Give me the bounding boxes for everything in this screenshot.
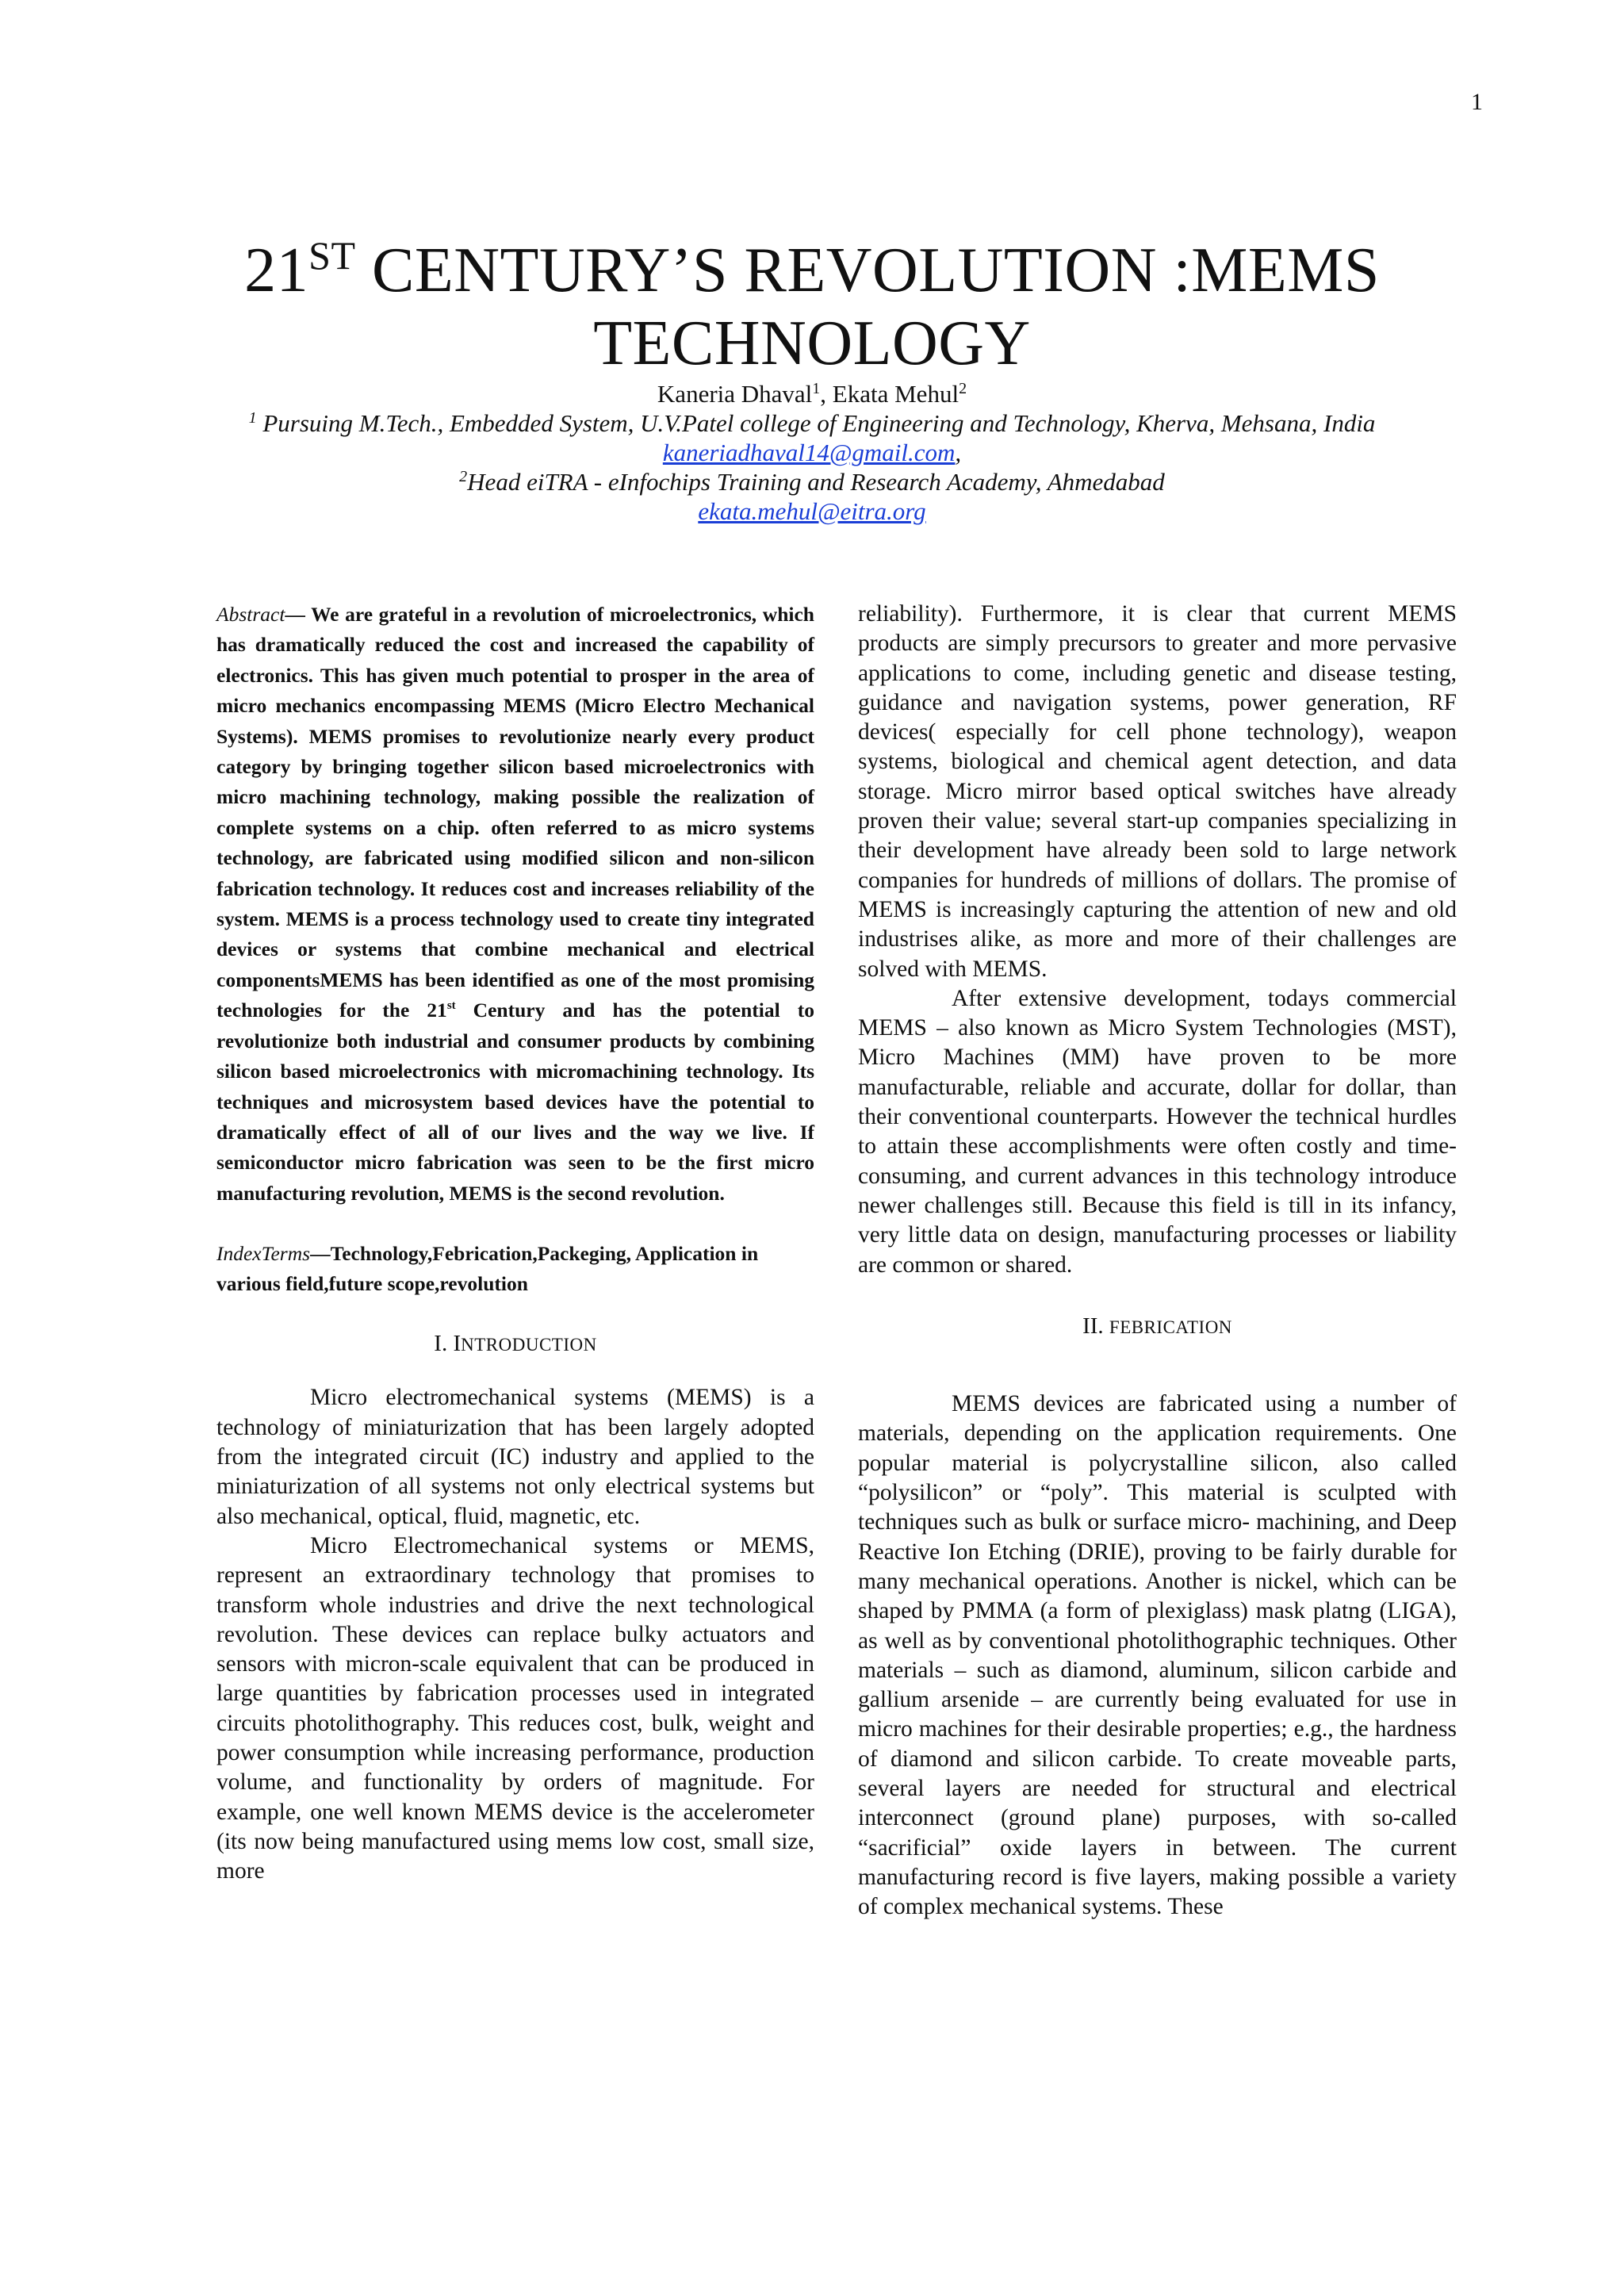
title-line2: TECHNOLOGY <box>593 309 1031 378</box>
title-block <box>0 234 1624 380</box>
author-separator: , <box>820 380 833 408</box>
affiliation-1-mark: 1 <box>248 409 257 427</box>
index-terms-dash: — <box>310 1242 331 1266</box>
title-part1: 21 <box>244 236 309 305</box>
email-line-1 <box>0 438 1624 467</box>
right-paragraph-1: reliability). Furthermore, it is clear that current MEMS products are simply precursors to greater and more pervasive applications to come, including genetic and disease testing, guidance and navigation systems, power generation, RF devices( especially for cell phone technology), weapon systems, biological and chemical agent detection, and data storage. Micro mirror based optical switches have already proven their value; several start-up companies specializing in their development have already been sold to large network companies for hundreds of millions of dollars. The promise of MEMS is increasingly capturing the attention of new and old industrises alike, as more and more of their challenges are solved with MEMS. <box>858 601 1457 982</box>
affiliation-1 <box>0 408 1624 438</box>
author-1: Kaneria Dhaval <box>657 380 813 408</box>
affiliation-1-text: Pursuing M.Tech., Embedded System, U.V.Patel college of Engineering and Technology, Kherva, Mehsana, India <box>256 409 1376 437</box>
title-superscript: ST <box>308 233 356 278</box>
left-column <box>216 600 814 1886</box>
abstract-label: Abstract <box>216 603 285 626</box>
section-heading-febrication <box>858 1312 1457 1342</box>
paper-title <box>0 234 1624 380</box>
section-heading-introduction <box>216 1329 814 1359</box>
febrication-paragraph-1: MEMS devices are fabricated using a number of materials, depending on the application requirements. One popular material is polycrystalline silicon, also called “polysilicon” or “poly”. This material is sculpted with techniques such as bulk or surface micro- machining, and Deep Reactive Ion Etching (DRIE), proving to be fairly durable for many mechanical operations. Another is nickel, which can be shaped by PMMA (a form of plexiglass) mask platng (LIGA), as well as by conventional photolithographic techniques. Other materials – such as diamond, aluminum, silicon carbide and gallium arsenide – are currently being evaluated for use in micro machines for their desirable properties; e.g., the hardness of diamond and silicon carbide. To create moveable parts, several layers are needed for structural and electrical interconnect (ground plane) purposes, with so-called “sacrificial” oxide layers in between. The current manufacturing record is five layers, making possible a variety of complex mechanical systems. These <box>858 1391 1457 1920</box>
abstract <box>216 600 814 1209</box>
abstract-dash: — <box>285 603 305 626</box>
abstract-text-a: We are grateful in a revolution of microelectronics, which has dramatically reduced the cost and increased the capability of electronics. This has given much potential to prosper in the area of micro mechanics encompassing MEMS (Micro Electro Mechanical Systems). MEMS promises to revolutionize nearly every product category by bringing together silicon based microelectronics with micro machining technology, making possible the realization of complete systems on a chip. often referred to as micro systems technology, are fabricated using modified silicon and non-silicon fabrication technology. It reduces cost and increases reliability of the system. MEMS is a process technology used to create tiny integrated devices or systems that combine mechanical and electrical componentsMEMS has been identified as one of the most promising technologies for the 21 <box>216 603 814 1022</box>
author-block <box>0 379 1624 526</box>
author-1-mark: 1 <box>812 380 821 397</box>
affiliation-2-text: Head eiTRA - eInfochips Training and Research Academy, Ahmedabad <box>467 468 1165 496</box>
author-2-mark: 2 <box>959 380 967 397</box>
intro-paragraph-1: Micro electromechanical systems (MEMS) is a technology of miniaturization that has been largely adopted from the integrated circuit (IC) industry and applied to the miniaturization of all systems not only electrical systems but also mechanical, optical, fluid, magnetic, etc. <box>216 1385 814 1529</box>
email-line-2 <box>0 496 1624 526</box>
affiliation-2-mark: 2 <box>459 468 468 485</box>
section-2-numeral: II. <box>1082 1313 1109 1339</box>
email-link-2[interactable]: ekata.mehul@eitra.org <box>698 497 926 525</box>
email-trail: , <box>955 439 962 466</box>
section-1-title: NTRODUCTION <box>461 1335 597 1355</box>
author-2: Ekata Mehul <box>832 380 959 408</box>
right-column <box>858 600 1457 1922</box>
intro-paragraph-2: Micro Electromechanical systems or MEMS, represent an extraordinary technology that promises to transform whole industries and drive the next technological revolution. These devices can replace bulky actuators and sensors with micron-scale equivalent that can be produced in large quantities by fabrication processes used in integrated circuits photolithography. This reduces cost, bulk, weight and power consumption while increasing performance, production volume, and functionality by orders of magnitude. For example, one well known MEMS device is the accelerometer (its now being manufactured using mems low cost, small size, more <box>216 1532 814 1884</box>
abstract-superscript: st <box>446 999 456 1013</box>
abstract-text-b: Century and has the potential to revolutionize both industrial and consumer products by combining silicon based microelectronics with micromachining technology. Its techniques and microsystem based devices have the potential to dramatically effect of all of our lives and the way we live. If semiconductor micro fabrication was seen to be the first micro manufacturing revolution, MEMS is the second revolution. <box>216 999 814 1205</box>
section-2-title: FEBRICATION <box>1109 1317 1232 1337</box>
affiliation-2 <box>0 467 1624 496</box>
right-paragraph-2: After extensive development, todays commercial MEMS – also known as Micro System Technologies (MST), Micro Machines (MM) have proven to be more manufacturable, reliable and accurate, dollar for dollar, than their conventional counterparts. However the technical hurdles to attain these accomplishments were often costly and time- consuming, and current advances in this technology introduce newer challenges still. Because this field is till in its infancy, very little data on design, manufacturing processes or liability are common or shared. <box>858 985 1457 1278</box>
index-terms <box>216 1239 814 1299</box>
title-part2: CENTURY’S REVOLUTION :MEMS <box>355 236 1380 305</box>
author-line <box>0 379 1624 408</box>
index-terms-text: Technology,Febrication,Packeging, Application in various field,future scope,revolution <box>216 1242 759 1296</box>
page-number: 1 <box>1471 89 1483 115</box>
section-1-numeral: I. I <box>434 1331 462 1357</box>
index-terms-label: IndexTerms <box>216 1242 311 1266</box>
email-link-1[interactable]: kaneriadhaval14@gmail.com <box>662 439 956 466</box>
